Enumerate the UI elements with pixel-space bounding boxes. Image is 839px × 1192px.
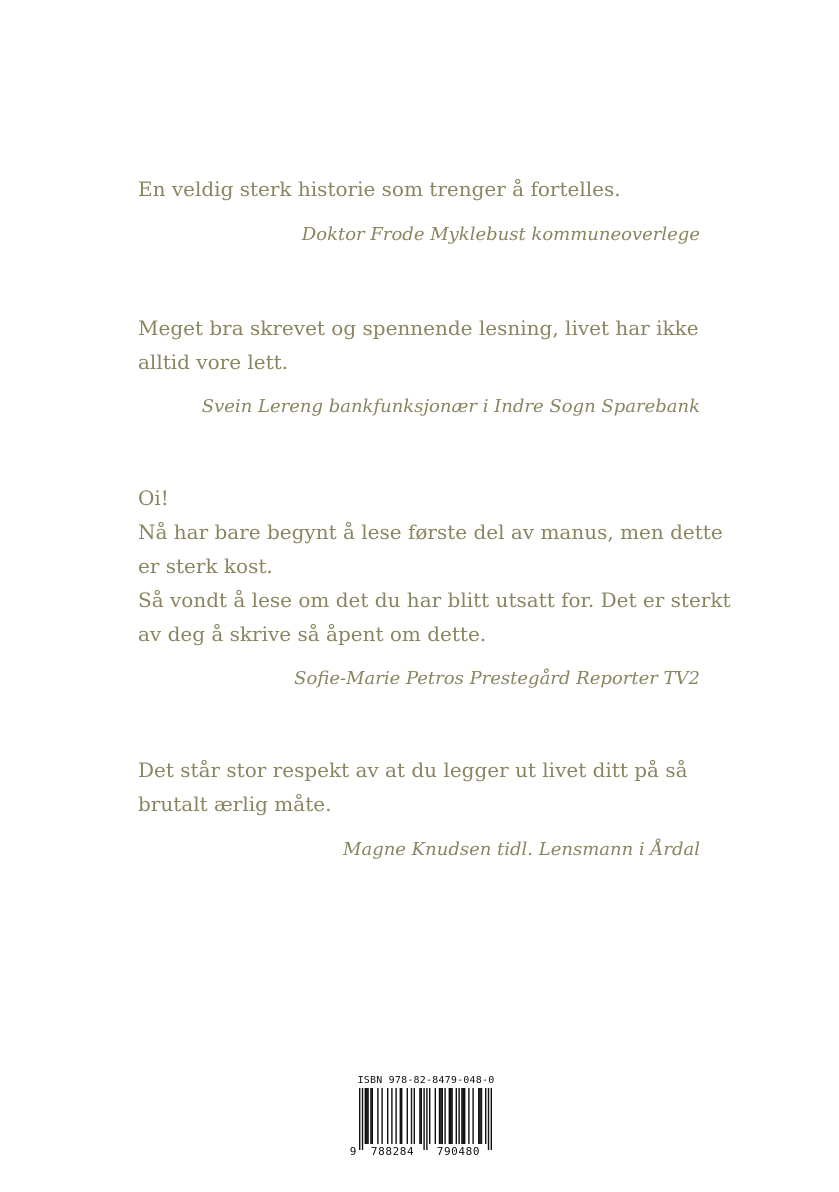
barcode-bar	[478, 1088, 479, 1144]
barcode-bar	[381, 1088, 382, 1144]
quote-attribution: Magne Knudsen tidl. Lensmann i Årdal	[343, 839, 700, 860]
quote-text-line: av deg å skrive så åpent om dette.	[138, 622, 487, 646]
barcode-bar	[395, 1088, 396, 1144]
quote-text-line: Det står stor respekt av at du legger ut livet ditt på så	[138, 758, 688, 782]
barcode-bar	[461, 1088, 462, 1144]
barcode-guard-bar	[423, 1088, 424, 1150]
quote-text-line: Meget bra skrevet og spennende lesning, livet har ikke	[138, 316, 699, 340]
barcode-guard-bar	[362, 1088, 363, 1150]
quote-attribution: Doktor Frode Myklebust kommuneoverlege	[301, 224, 700, 245]
quote-text-line: Nå har bare begynt å lese første del av manus, men dette	[138, 520, 723, 544]
barcode-digits-right: 790480	[436, 1145, 481, 1158]
quote-text-line: Oi!	[138, 486, 169, 510]
quote-block-1	[138, 172, 700, 248]
quote-text-line: er sterk kost.	[138, 554, 273, 578]
barcode-bar	[414, 1088, 415, 1144]
barcode-bar	[468, 1088, 469, 1144]
barcode-bar	[365, 1088, 366, 1144]
barcode-bar	[429, 1088, 430, 1144]
barcode-bar	[366, 1088, 367, 1144]
barcode-bar	[411, 1088, 412, 1144]
quote-attribution: Svein Lereng bankfunksjonær i Indre Sogn Sparebank	[201, 396, 700, 417]
quote-attribution: Sofie-Marie Petros Prestegård Reporter TV2	[294, 668, 700, 689]
barcode-bar	[435, 1088, 436, 1144]
barcode-bar	[463, 1088, 464, 1144]
barcode-bar	[472, 1088, 473, 1144]
barcode-guard-bar	[491, 1088, 492, 1150]
barcode-bar	[391, 1088, 392, 1144]
quote-block-2	[138, 311, 700, 420]
isbn-label: ISBN 978-82-8479-048-0	[357, 1075, 495, 1086]
barcode-digits-left: 788284	[370, 1145, 415, 1158]
barcode-guard-bar	[488, 1088, 489, 1150]
quote-text-line: En veldig sterk historie som trenger å fortelles.	[138, 177, 621, 201]
barcode-bar	[387, 1088, 388, 1144]
barcode-bar	[370, 1088, 371, 1144]
barcode-bar	[464, 1088, 465, 1144]
barcode-bar	[421, 1088, 422, 1144]
quote-block-4	[138, 753, 700, 863]
barcode-bar	[450, 1088, 451, 1144]
barcode-bar	[456, 1088, 457, 1144]
barcode-bar	[407, 1088, 408, 1144]
isbn-barcode	[348, 1074, 504, 1158]
barcode-guard-bar	[359, 1088, 360, 1150]
barcode-bar	[485, 1088, 486, 1144]
barcode-bar	[451, 1088, 452, 1144]
barcode-bar	[419, 1088, 420, 1144]
barcode-guard-bar	[426, 1088, 427, 1150]
quote-text-line: Så vondt å lese om det du har blitt utsatt for. Det er sterkt	[138, 588, 731, 612]
barcode-bar	[442, 1088, 443, 1144]
barcode-bar	[449, 1088, 450, 1144]
barcode-bar	[444, 1088, 445, 1144]
barcode-bar	[372, 1088, 373, 1144]
barcode-bar	[439, 1088, 440, 1144]
barcode-graphic	[348, 1088, 504, 1158]
quote-text-line: brutalt ærlig måte.	[138, 792, 332, 816]
barcode-bar	[479, 1088, 480, 1144]
quote-block-3	[138, 481, 731, 692]
barcode-bar	[401, 1088, 402, 1144]
barcode-bar	[377, 1088, 378, 1144]
barcode-bar	[400, 1088, 401, 1144]
barcode-bar	[481, 1088, 482, 1144]
quote-text-line: alltid vore lett.	[138, 350, 289, 374]
barcode-bar	[440, 1088, 441, 1144]
barcode-bar	[367, 1088, 368, 1144]
barcode-digit-first: 9	[349, 1145, 357, 1158]
barcode-bar	[458, 1088, 459, 1144]
